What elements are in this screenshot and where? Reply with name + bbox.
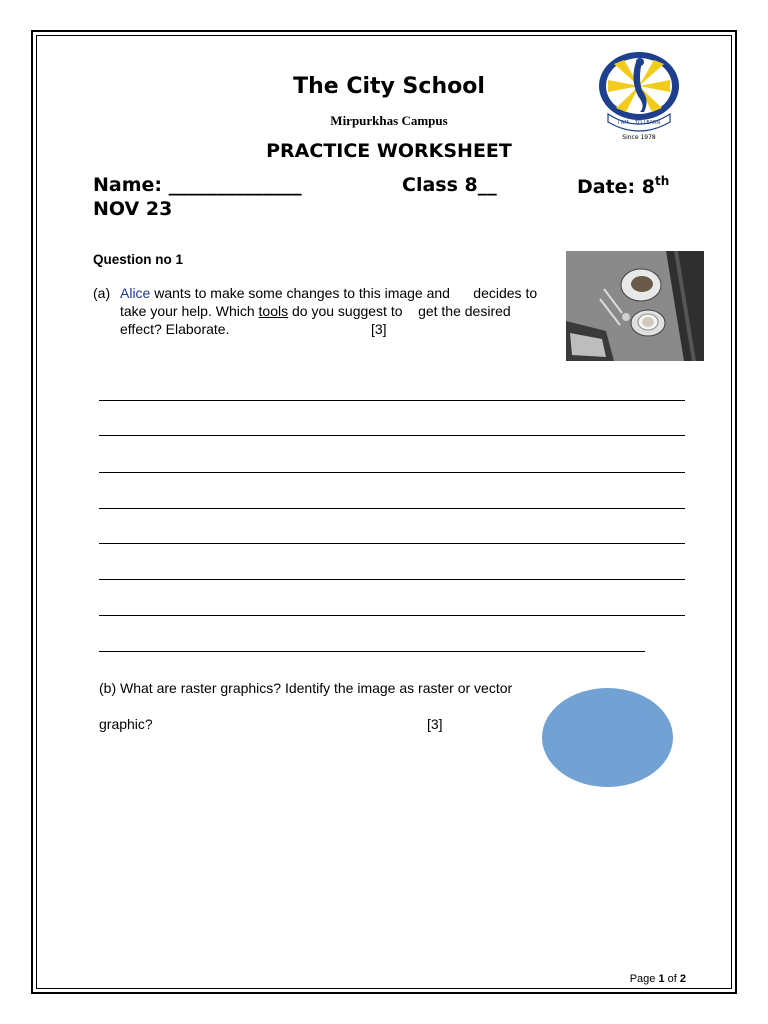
- question-a-line-2: [93, 302, 537, 320]
- question-heading: Question no 1: [93, 252, 184, 267]
- answer-line[interactable]: [99, 435, 685, 436]
- footer-of: of: [664, 973, 680, 985]
- date-superscript: th: [655, 174, 670, 188]
- footer-total: 2: [679, 973, 686, 985]
- date-prefix: Date: 8: [577, 176, 655, 198]
- question-b-line-1: (b) What are raster graphics? Identify the image as raster or vector: [99, 680, 513, 696]
- answer-line[interactable]: [99, 651, 645, 652]
- answer-line[interactable]: [99, 400, 685, 401]
- answer-line[interactable]: [99, 508, 685, 509]
- page-number: [630, 973, 686, 985]
- answer-line[interactable]: [99, 579, 685, 580]
- tools-underlined: tools: [258, 303, 289, 319]
- school-name: The City School: [293, 74, 485, 99]
- answer-line[interactable]: [99, 543, 685, 544]
- question-a-line-2-end: do you suggest to get the desired: [288, 303, 511, 319]
- footer-prefix: Page: [629, 973, 659, 985]
- question-a-line-2-start: take your help. Which: [120, 303, 259, 319]
- date-continuation: NOV 23: [93, 198, 173, 220]
- cafe-table-photo: [566, 251, 704, 361]
- footer-page: 1: [658, 973, 665, 985]
- question-a-marks: [3]: [371, 321, 387, 337]
- name-field: Name: ______________: [93, 174, 302, 196]
- question-a-line-3: [93, 320, 537, 338]
- worksheet-title: PRACTICE WORKSHEET: [266, 140, 512, 162]
- question-a-line-1: [93, 284, 537, 302]
- logo-motto: I AM... TO LEARN: [617, 120, 661, 126]
- answer-line[interactable]: [99, 472, 685, 473]
- campus-name: Mirpurkhas Campus: [330, 113, 448, 128]
- question-a: [93, 284, 537, 338]
- blue-oval-shape: [542, 688, 673, 787]
- question-b-line-2: graphic?: [99, 716, 153, 732]
- person-name: Alice: [120, 285, 151, 301]
- question-a-line-1-text: wants to make some changes to this image and decides to: [150, 285, 538, 301]
- date-field: [577, 174, 669, 198]
- answer-line[interactable]: [99, 615, 685, 616]
- logo-since: Since 1978: [622, 134, 656, 141]
- class-field: Class 8__: [402, 174, 497, 196]
- question-a-line-3-text: effect? Elaborate.: [120, 321, 230, 337]
- question-a-label: (a): [93, 285, 111, 301]
- question-b-marks: [3]: [427, 716, 443, 732]
